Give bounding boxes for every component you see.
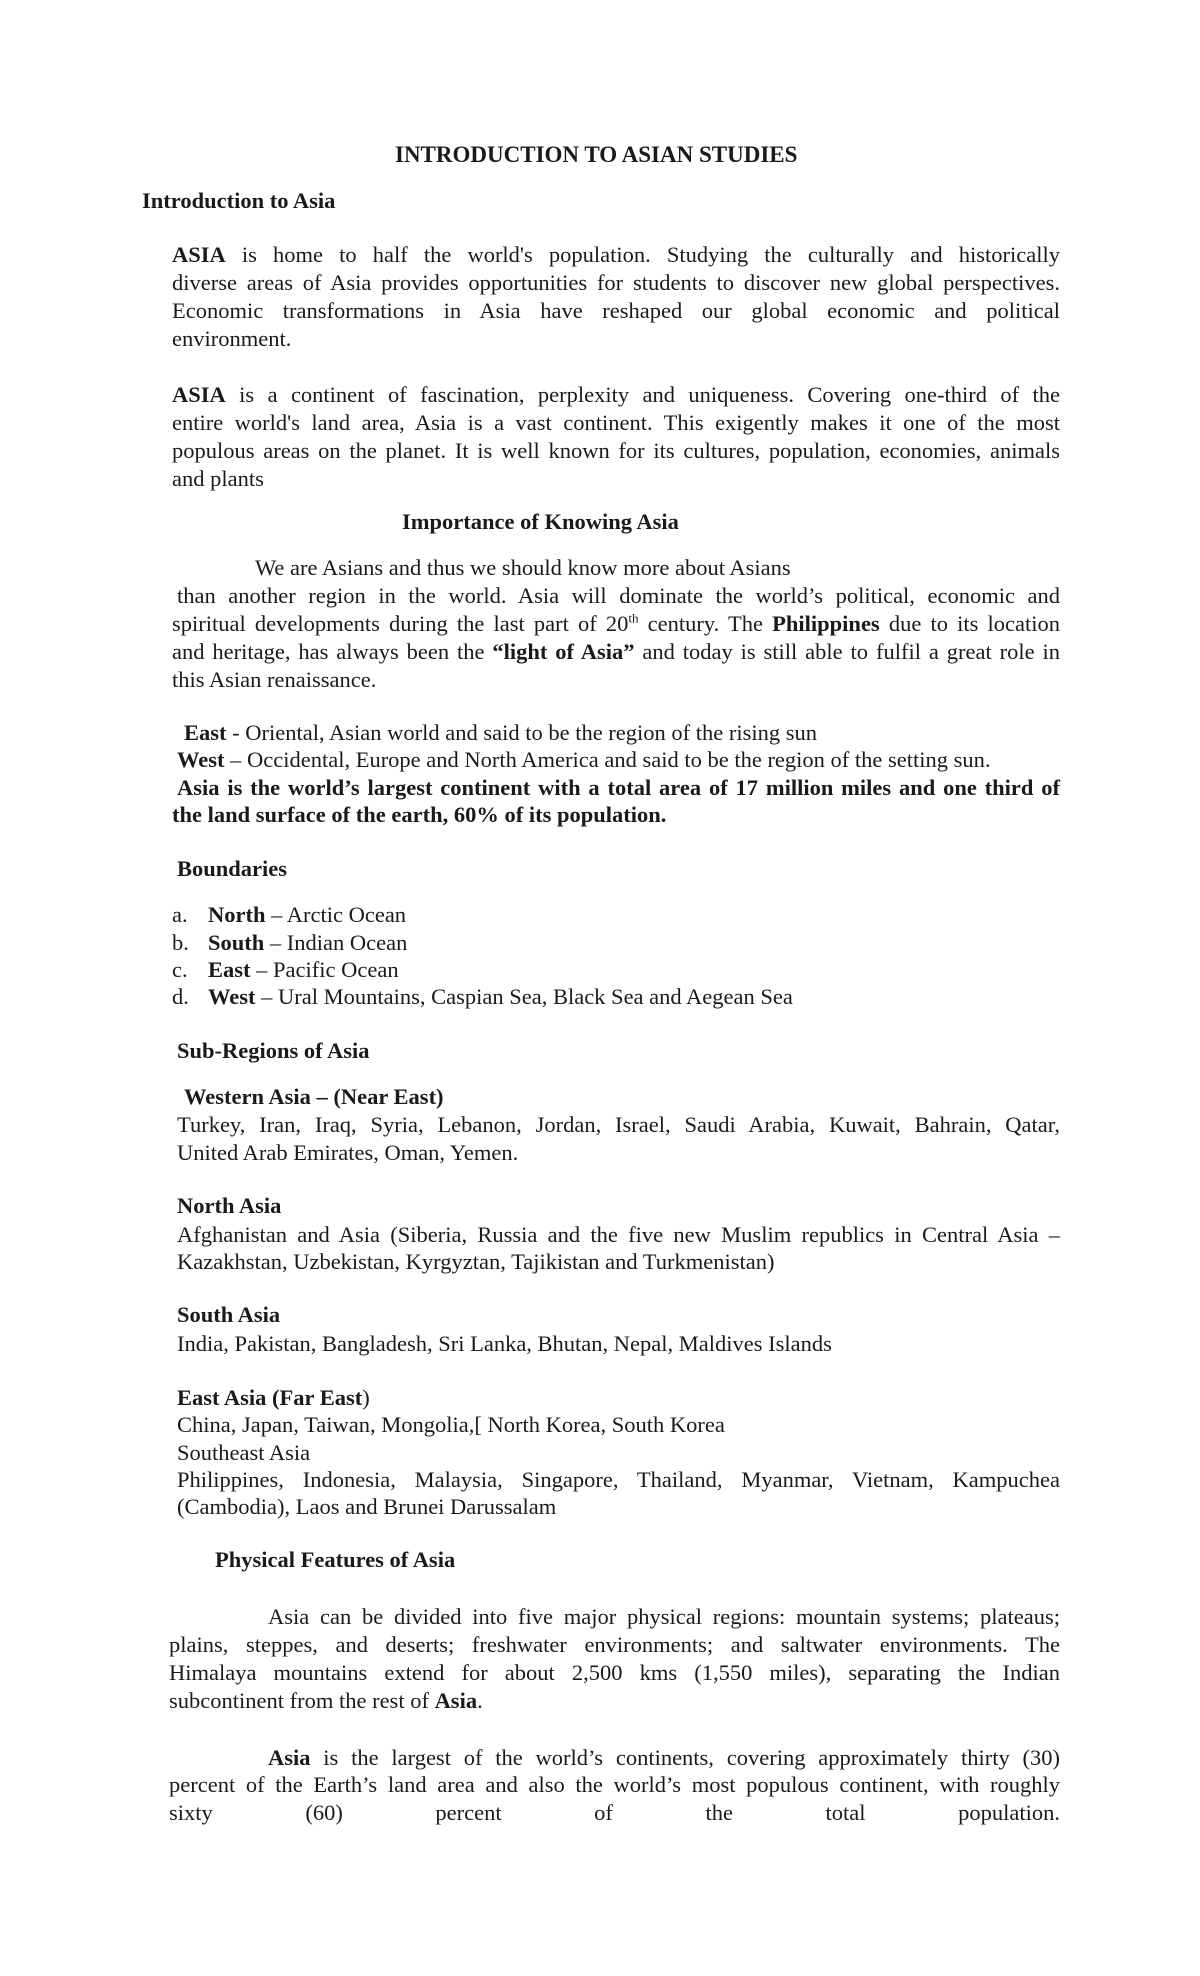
west-line [177, 746, 991, 774]
list-marker: b. [172, 930, 189, 955]
paragraph-3-line-5: this Asian renaissance. [172, 667, 377, 692]
paragraph-1-line-1 [172, 241, 1060, 269]
paragraph-2-line-3: populous areas on the planet. It is well known for its cultures, population, economies, animals [172, 438, 1060, 463]
physical-p1-line-3: Himalaya mountains extend for about 2,500 kms (1,550 miles), separating the Indian [169, 1660, 1060, 1685]
paragraph-2-line-2: entire world's land area, Asia is a vast continent. This exigently makes it one of the most [172, 410, 1060, 435]
boundary-text: – Indian Ocean [264, 930, 408, 955]
boundary-text: – Arctic Ocean [265, 902, 407, 927]
western-asia-line-2: United Arab Emirates, Oman, Yemen. [177, 1140, 519, 1165]
boundary-item-west [172, 983, 793, 1011]
paragraph-3-line-3 [172, 610, 1060, 638]
asia-fact-line-2: the land surface of the earth, 60% of its population. [172, 802, 667, 827]
boundary-item-south [172, 929, 407, 957]
p2-lead: ASIA [172, 382, 226, 407]
physical-p2-line-1 [268, 1744, 1060, 1772]
p3-l3a: spiritual developments during the last part of 20 [172, 611, 629, 636]
p3-l4b: and today is still able to fulfil a great role in [634, 639, 1060, 664]
physical-p2-line-2: percent of the Earth’s land area and also the world’s most populous continent, with roughly [169, 1772, 1060, 1797]
paragraph-1-line-4: environment. [172, 326, 292, 351]
physical-p2-line-3: sixty (60) percent of the total population. [169, 1800, 1060, 1825]
east-label: East [184, 720, 227, 745]
west-text: – Occidental, Europe and North America and said to be the region of the setting sun. [224, 747, 991, 772]
page-title: INTRODUCTION TO ASIAN STUDIES [395, 142, 798, 167]
east-text: - Oriental, Asian world and said to be the region of the rising sun [226, 720, 818, 745]
subregions-heading: Sub-Regions of Asia [177, 1038, 370, 1063]
p3-light-of-asia: “light of Asia” [492, 639, 635, 664]
p1-l1: is home to half the world's population. Studying the culturally and historically [225, 242, 1060, 267]
physical-p1-asia: Asia [434, 1688, 478, 1713]
paragraph-3-line-4 [172, 638, 1060, 666]
east-asia-heading-end: ) [362, 1385, 370, 1410]
physical-p1-l4b: . [477, 1688, 483, 1713]
south-asia-heading: South Asia [177, 1302, 281, 1327]
p1-lead: ASIA [172, 242, 226, 267]
paragraph-3-line-1: We are Asians and thus we should know more about Asians [255, 555, 791, 580]
list-marker: a. [172, 902, 188, 927]
paragraph-2-line-1 [172, 381, 1060, 409]
list-marker: c. [172, 957, 188, 982]
p3-l3-sup: th [628, 610, 639, 626]
boundaries-heading: Boundaries [177, 856, 288, 881]
east-asia-line-4: (Cambodia), Laos and Brunei Darussalam [177, 1494, 557, 1519]
north-asia-heading: North Asia [177, 1193, 282, 1218]
north-asia-line-2: Kazakhstan, Uzbekistan, Kyrgyztan, Tajikistan and Turkmenistan) [177, 1249, 775, 1274]
western-asia-heading: Western Asia – (Near East) [184, 1084, 444, 1109]
east-asia-line-2: Southeast Asia [177, 1440, 311, 1465]
boundary-label: West [208, 984, 256, 1009]
p2-l1: is a continent of fascination, perplexity and uniqueness. Covering one-third of the [225, 382, 1060, 407]
paragraph-1-line-3: Economic transformations in Asia have reshaped our global economic and political [172, 298, 1060, 323]
south-asia-line-1: India, Pakistan, Bangladesh, Sri Lanka, Bhutan, Nepal, Maldives Islands [177, 1331, 832, 1356]
paragraph-1-line-2: diverse areas of Asia provides opportunities for students to discover new global perspectives. [172, 270, 1060, 295]
west-label: West [177, 747, 225, 772]
physical-heading: Physical Features of Asia [215, 1547, 456, 1572]
east-line [184, 719, 817, 747]
paragraph-2-line-4: and plants [172, 466, 264, 491]
p3-philippines: Philippines [772, 611, 880, 636]
boundary-item-north [172, 901, 406, 929]
physical-p1-line-1: Asia can be divided into five major physical regions: mountain systems; plateaus; [268, 1604, 1060, 1629]
physical-p1-l4a: subcontinent from the rest of [169, 1688, 435, 1713]
importance-heading: Importance of Knowing Asia [402, 509, 679, 534]
western-asia-line-1: Turkey, Iran, Iraq, Syria, Lebanon, Jordan, Israel, Saudi Arabia, Kuwait, Bahrain, Qatar, [177, 1112, 1060, 1137]
physical-p1-line-2: plains, steppes, and deserts; freshwater environments; and saltwater environments. The [169, 1632, 1060, 1657]
boundary-label: North [208, 902, 266, 927]
boundary-label: East [208, 957, 251, 982]
asia-fact-line-1: Asia is the world’s largest continent with a total area of 17 million miles and one third of [177, 775, 1060, 800]
east-asia-heading-bold: East Asia (Far East [177, 1385, 363, 1410]
boundary-text: – Pacific Ocean [250, 957, 399, 982]
physical-p2-l1: is the largest of the world’s continents, covering approximately thirty (30) [310, 1745, 1060, 1770]
physical-p2-lead: Asia [268, 1745, 311, 1770]
p3-l3c: due to its location [879, 611, 1060, 636]
intro-heading: Introduction to Asia [142, 188, 336, 213]
p3-l4a: and heritage, has always been the [172, 639, 493, 664]
east-asia-line-3: Philippines, Indonesia, Malaysia, Singapore, Thailand, Myanmar, Vietnam, Kampuchea [177, 1467, 1060, 1492]
paragraph-3-line-2: than another region in the world. Asia will dominate the world’s political, economic and [177, 583, 1060, 608]
physical-p1-line-4 [169, 1687, 483, 1715]
p3-l3b: century. The [638, 611, 773, 636]
boundary-text: – Ural Mountains, Caspian Sea, Black Sea and Aegean Sea [255, 984, 793, 1009]
east-asia-line-1: China, Japan, Taiwan, Mongolia,[ North Korea, South Korea [177, 1412, 725, 1437]
east-asia-heading [177, 1384, 370, 1412]
boundary-item-east [172, 956, 399, 984]
north-asia-line-1: Afghanistan and Asia (Siberia, Russia and the five new Muslim republics in Central Asia – [177, 1222, 1060, 1247]
list-marker: d. [172, 984, 189, 1009]
boundary-label: South [208, 930, 265, 955]
